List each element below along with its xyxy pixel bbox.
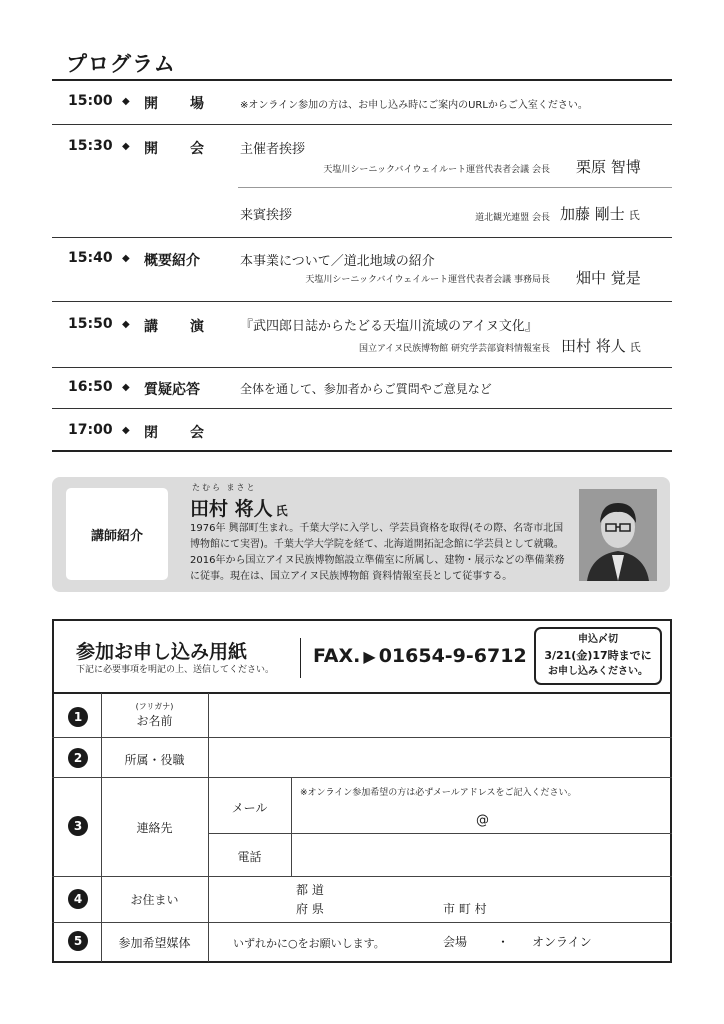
qa-item: 全体を通して、参加者からご質問やご意見など — [240, 382, 492, 396]
lecturer-photo — [579, 489, 657, 581]
address-label: お住まい — [130, 893, 179, 907]
label-overview: 概要紹介 — [144, 253, 200, 269]
form-subtitle: 下記に必要事項を明記の上、送信してください。 — [76, 665, 275, 675]
deadline-label: 申込〆切 — [578, 634, 618, 645]
time-1540: 15:40 — [68, 250, 113, 266]
lecturer-bio: 1976年 興部町生まれ。千葉大学に入学し、学芸員資格を取得(その際、名寄市北国博物館にて実習)。千葉大学大学院を経て、北海道開拓記念館に学芸員として就職。2016年から国立アイヌ民族博物館設立準備室に所属し、建物・展示などの準備業務に従事。現在は、国立アイヌ民族博物館 資料情報室長として従事する。 — [190, 523, 565, 582]
prefecture-suffix-top: 都 道 — [296, 883, 324, 897]
row-divider — [52, 408, 672, 409]
diamond-bullet: ◆ — [122, 425, 130, 436]
row-divider — [52, 367, 672, 368]
organizer-name: 栗原 智博 — [576, 158, 641, 176]
deadline-box — [534, 627, 662, 685]
affiliation-field[interactable] — [210, 739, 670, 776]
overview-affiliation: 天塩川シーニックバイウェイルート運営代表者会議 事務局長 — [305, 275, 550, 285]
deadline-note: お申し込みください。 — [548, 666, 648, 677]
lecturer-name: 田村 将人 氏 — [561, 337, 641, 355]
label-opening-venue: 開 場 — [144, 96, 204, 112]
time-1650: 16:50 — [68, 379, 113, 395]
time-1500: 15:00 — [68, 93, 113, 109]
phone-field[interactable] — [293, 835, 670, 875]
option-separator: ・ — [497, 935, 510, 949]
lecture-affiliation: 国立アイヌ民族博物館 研究学芸部資料情報室長 — [358, 344, 550, 354]
diamond-bullet: ◆ — [122, 382, 130, 393]
time-1530: 15:30 — [68, 138, 113, 154]
lecturer-ruby: たむら まさと — [192, 483, 257, 492]
affiliation-label: 所属・役職 — [124, 753, 185, 767]
time-1700: 17:00 — [68, 422, 113, 438]
form-title: 参加お申し込み用紙 — [76, 641, 248, 663]
label-closing: 閉 会 — [144, 425, 204, 441]
lecture-title: 『武四郎日誌からたどる天塩川流域のアイヌ文化』 — [240, 319, 538, 334]
fax-number: FAX. ▶ 01654-9-6712 — [313, 645, 527, 667]
guest-name: 加藤 剛士 氏 — [560, 205, 640, 223]
grid-line — [208, 833, 672, 834]
number-badge-1: 1 — [68, 707, 88, 727]
time-1550: 15:50 — [68, 316, 113, 332]
row-divider — [52, 237, 672, 238]
prefecture-suffix-bottom: 府 県 — [296, 902, 324, 916]
lecturer-tag: 講師紹介 — [66, 488, 168, 580]
mail-label: メール — [231, 801, 268, 815]
number-badge-3: 3 — [68, 816, 88, 836]
program-bottom-rule — [52, 450, 672, 452]
media-label: 参加希望媒体 — [118, 936, 191, 950]
name-label: お名前 — [136, 714, 173, 728]
number-badge-4: 4 — [68, 889, 88, 909]
overview-item: 本事業について／道北地域の紹介 — [240, 254, 435, 269]
lecturer-intro-name: 田村 将人 氏 — [190, 498, 288, 520]
diamond-bullet: ◆ — [122, 141, 130, 152]
at-mark: @ — [476, 813, 489, 828]
organizer-greeting: 主催者挨拶 — [240, 142, 306, 157]
email-field[interactable] — [293, 800, 670, 832]
option-online[interactable]: オンライン — [532, 935, 592, 949]
contact-label: 連絡先 — [136, 821, 173, 835]
label-lecture: 講 演 — [144, 319, 204, 335]
grid-line — [208, 693, 209, 962]
deadline-date: 3/21(金)17時までに — [544, 649, 652, 662]
phone-label: 電話 — [237, 850, 262, 864]
play-arrow-icon: ▶ — [363, 646, 376, 666]
overview-name: 畑中 覚是 — [576, 269, 641, 287]
online-note: ※オンライン参加の方は、お申し込み時にご案内のURLからご入室ください。 — [240, 100, 588, 111]
mail-note: ※オンライン参加希望の方は必ずメールアドレスをご記入ください。 — [300, 788, 577, 798]
diamond-bullet: ◆ — [122, 319, 130, 330]
label-qa: 質疑応答 — [144, 382, 200, 398]
number-badge-5: 5 — [68, 931, 88, 951]
number-badge-2: 2 — [68, 748, 88, 768]
grid-line — [52, 922, 672, 923]
grid-line — [52, 876, 672, 877]
header-separator — [300, 638, 301, 678]
name-field[interactable] — [210, 695, 670, 735]
organizer-affiliation: 天塩川シーニックバイウェイルート運営代表者会議 会長 — [323, 165, 550, 175]
program-title: プログラム — [66, 52, 176, 76]
address-field[interactable] — [210, 878, 670, 920]
grid-line — [52, 777, 672, 778]
row-divider — [52, 301, 672, 302]
grid-line — [52, 737, 672, 738]
guest-greeting: 来賓挨拶 — [240, 208, 293, 223]
grid-line — [291, 777, 292, 876]
diamond-bullet: ◆ — [122, 96, 130, 107]
option-venue[interactable]: 会場 — [443, 935, 468, 949]
title-rule — [52, 79, 672, 81]
row-divider — [52, 124, 672, 125]
guest-affiliation: 道北観光連盟 会長 — [475, 213, 550, 223]
media-note: いずれかに○をお願いします。 — [233, 937, 385, 950]
city-suffix: 市 町 村 — [443, 902, 487, 916]
sub-divider — [238, 187, 672, 188]
furigana-label: (フリガナ) — [135, 702, 174, 711]
form-header-rule — [52, 692, 672, 694]
label-opening: 開 会 — [144, 141, 204, 157]
diamond-bullet: ◆ — [122, 253, 130, 264]
